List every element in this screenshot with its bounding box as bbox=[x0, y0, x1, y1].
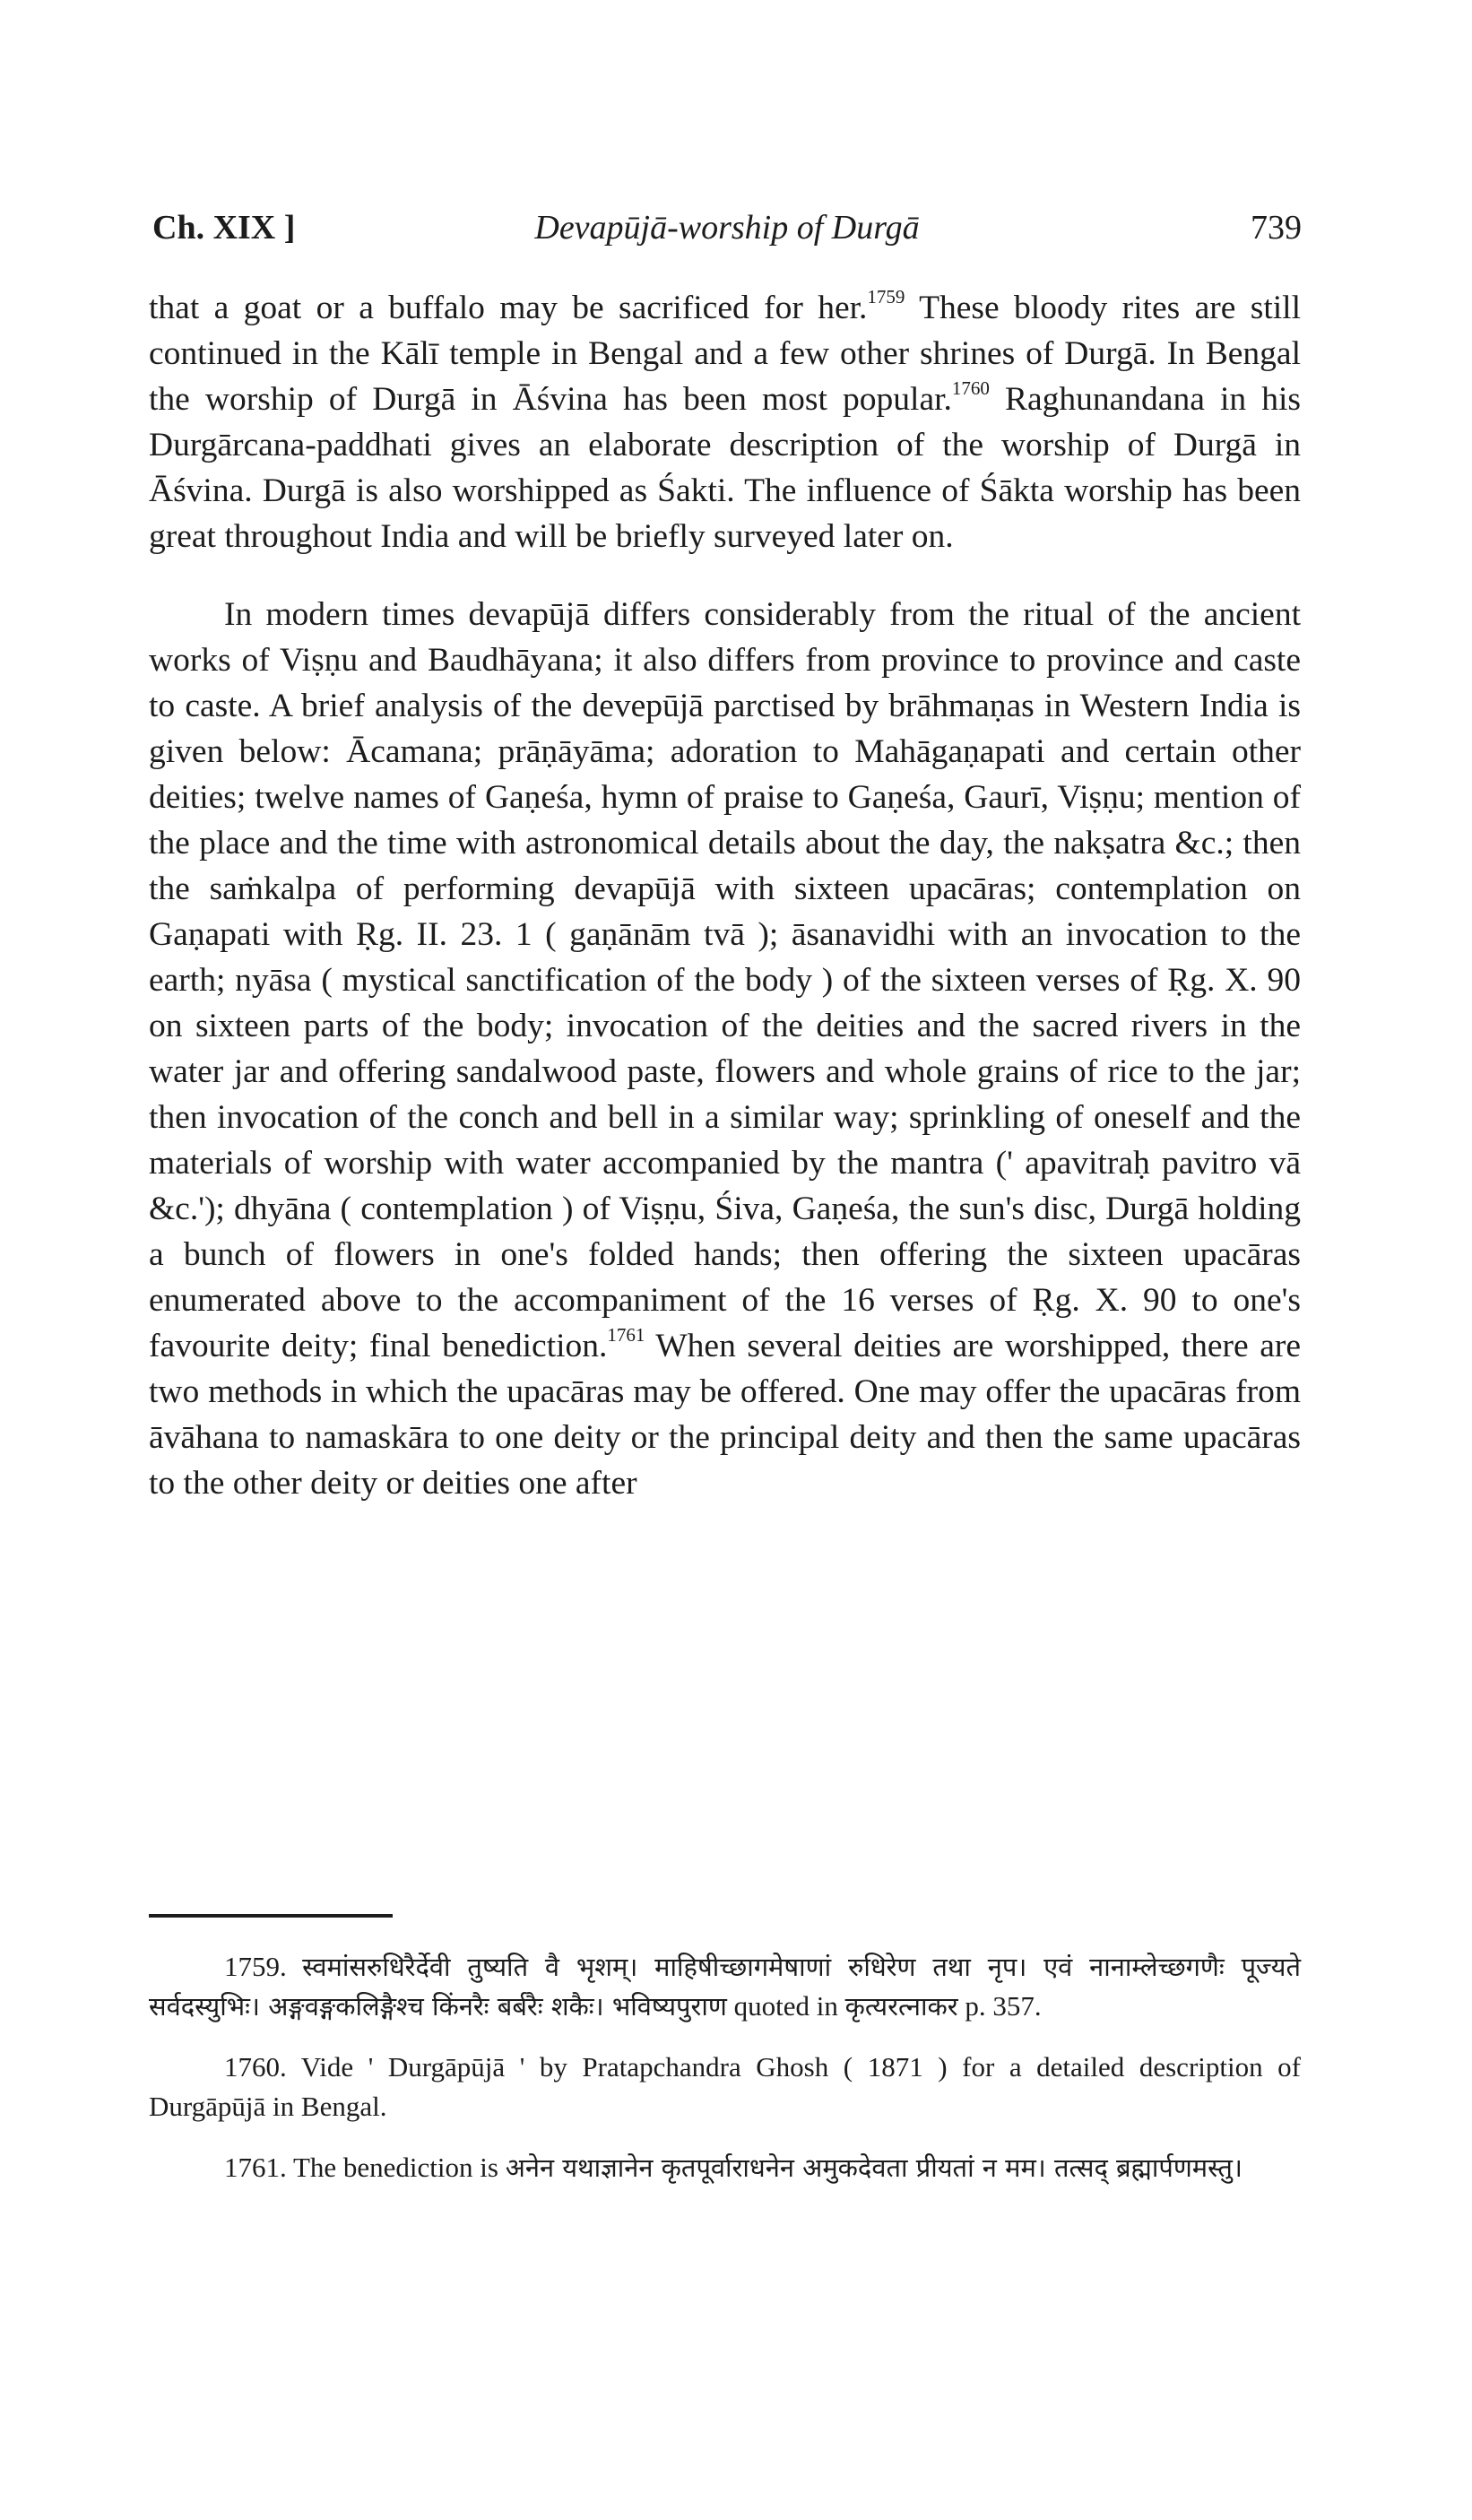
footnote-page-ref: p. 357. bbox=[957, 1990, 1042, 2022]
footnote-1760 bbox=[149, 2048, 1301, 2126]
footnote-1761 bbox=[149, 2148, 1301, 2187]
footnote-divider bbox=[149, 1914, 393, 1918]
footnotes bbox=[149, 1947, 1301, 2187]
paragraph-1-part-b: These bloody rites are still continued in the Kālī temple in Bengal and a few other shrines of Durgā. In Bengal the worship of Durgā in Āśvina has been most popular. bbox=[149, 290, 1301, 418]
footnote-ref-1761: 1761 bbox=[607, 1324, 645, 1346]
footnote-ref-1760: 1760 bbox=[951, 377, 990, 399]
footnote-text: Vide ' Durgāpūjā ' by Pratapchandra Ghosh ( 1871 ) for a detailed description of Durgāpūjā in Bengal. bbox=[149, 2051, 1301, 2122]
footnote-sanskrit-text: स्वमांसरुधिरैर्देवी तुष्यति वै भृशम्। माहिषीच्छागमेषाणां रुधिरेण तथा नृप। एवं नानाम्लेच्छगणैः पूज्यते सर्वदस्युभिः। अङ्गवङ्गकलिङ्गैश्च किंनरैः बर्बरैः शकैः। भविष्यपुराण bbox=[149, 1952, 1301, 2022]
footnote-sanskrit-source: कृत्यरत्नाकर bbox=[844, 1991, 958, 2022]
footnote-text: quoted in bbox=[726, 1990, 845, 2022]
paragraph-1 bbox=[149, 285, 1301, 559]
footnote-sanskrit-text: अनेन यथाज्ञानेन कृतपूर्वाराधनेन अमुकदेवता प्रीयतां न मम। तत्सद् ब्रह्मार्पणमस्तु। bbox=[505, 2152, 1243, 2183]
running-title: Devapūjā-worship of Durgā bbox=[534, 209, 920, 247]
paragraph-2 bbox=[149, 592, 1301, 1506]
main-text bbox=[149, 285, 1301, 1506]
paragraph-2-part-a: In modern times devapūjā differs considerably from the ritual of the ancient works of Viṣṇu and Baudhāyana; it also differs from province to province and caste to caste. A brief analysis of the devepūjā parctised by brāhmaṇas in Western India is given below: Ācamana; prāṇāyāma; adoration to Mahāgaṇapati and certain other deities; twelve names of Gaṇeśa, hymn of praise to Gaṇeśa, Gaurī, Viṣṇu; mention of the place and the time with astronomical details about the day, the nakṣatra &c.; then the saṁkalpa of performing devapūjā with sixteen upacāras; contemplation on Gaṇapati with Ṛg. II. 23. 1 ( gaṇānām tvā ); āsanavidhi with an invocation to the earth; nyāsa ( mystical sanctification of the body ) of the sixteen verses of Ṛg. X. 90 on sixteen parts of the body; invocation of the deities and the sacred rivers in the water jar and offering sandalwood paste, flowers and whole grains of rice to the jar; then invocation of the conch and bell in a similar way; sprinkling of oneself and the materials of worship with water accompanied by the mantra (' apavitraḥ pavitro vā &c.'); dhyāna ( contemplation ) of Viṣṇu, Śiva, Gaṇeśa, the sun's disc, Durgā holding a bunch of flowers in one's folded hands; then offering the sixteen upacāras enumerated above to the accompaniment of the 16 verses of Ṛg. X. 90 to one's favourite deity; final benediction. bbox=[149, 596, 1301, 1364]
footnote-1759 bbox=[149, 1947, 1301, 2026]
running-header bbox=[152, 208, 1302, 262]
footnote-number: 1760. bbox=[224, 2051, 287, 2083]
footnote-ref-1759: 1759 bbox=[867, 286, 905, 307]
paragraph-1-part-a: that a goat or a buffalo may be sacrificed for her. bbox=[149, 290, 868, 326]
paragraph-1-part-c: Raghunandana in his Durgārcana-paddhati gives an elaborate description of the worship of Durgā in Āśvina. Durgā is also worshipped as Śakti. The influence of Śākta worship has been great throughout India and will be briefly surveyed later on. bbox=[149, 381, 1301, 555]
footnote-text: The benediction is bbox=[292, 2152, 506, 2183]
page-number: 739 bbox=[1251, 209, 1302, 247]
paragraph-2-part-b: When several deities are worshipped, there are two methods in which the upacāras may be offered. One may offer the upacāras from āvāhana to namaskāra to one deity or the principal deity and then the same upacāras to the other deity or deities one after bbox=[149, 1328, 1301, 1502]
footnote-number: 1761. bbox=[224, 2152, 287, 2183]
chapter-label: Ch. XIX ] bbox=[152, 209, 296, 247]
footnote-number: 1759. bbox=[224, 1951, 287, 1982]
